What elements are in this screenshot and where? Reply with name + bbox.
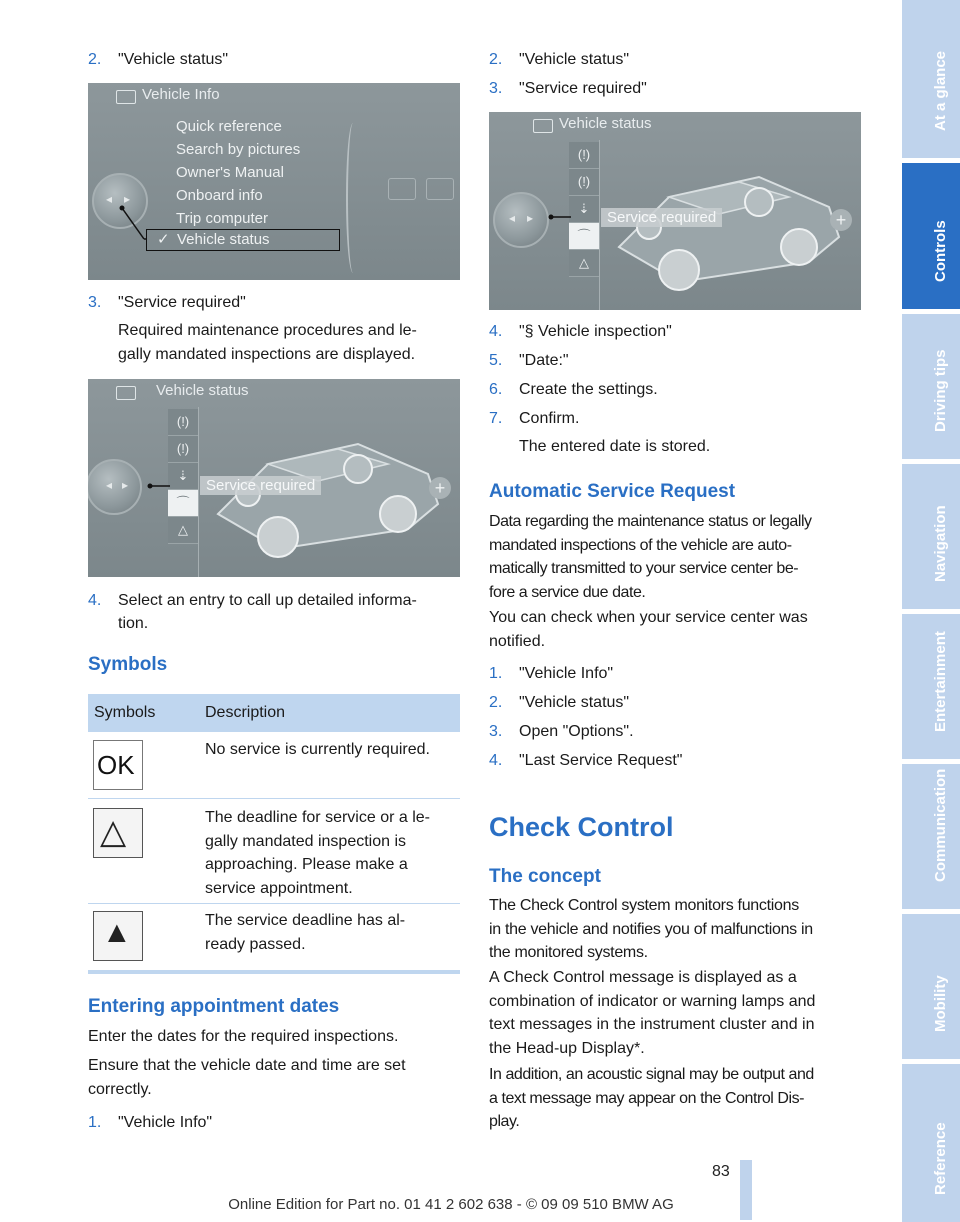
column-header-symbols: Symbols [94,704,156,721]
menu-item: Onboard info [176,187,263,204]
tire-pressure-icon: (!) [168,409,198,436]
table-header [88,694,460,732]
step-number: 3. [88,294,102,311]
warning-triangle-outline-icon: △ [93,808,143,858]
screenshot-vehicle-status-2 [489,112,861,310]
tab-controls[interactable]: Controls [902,163,960,309]
asr-paragraph: Data regarding the maintenance status or legally mandated inspections of the vehicle are auto- matically transmitted to your service center be- fore a service due date. [489,513,812,601]
arc-decoration [346,123,360,273]
menu-item: Search by pictures [176,141,301,158]
add-icon: + [830,209,852,231]
column-header-description: Description [205,704,286,721]
warning-triangle-icon: △ [168,517,198,544]
step-text: Select an entry to call up detailed informa- [118,592,417,609]
step-text: tion. [118,615,149,632]
screenshot-vehicle-status [88,379,460,577]
row-description: The service deadline has al- ready passed. [205,912,406,953]
menu-item: Quick reference [176,118,282,135]
tab-reference[interactable]: Reference [902,1064,960,1222]
tab-mobility[interactable]: Mobility [902,914,960,1059]
footer-text: Online Edition for Part no. 01 41 2 602 638 - © 09 09 510 BMW AG [228,1196,674,1213]
tab-at-a-glance[interactable]: At a glance [902,0,960,158]
check-control-heading: Check Control [489,812,674,842]
check-icon: ✓ [157,231,170,248]
step-text: "Service required" [118,294,246,311]
concept-heading: The concept [489,866,601,887]
add-icon: + [429,477,451,499]
tire-init-icon: (!) [569,169,599,196]
appointment-heading: Entering appointment dates [88,996,340,1017]
tire-init-icon: (!) [168,436,198,463]
service-required-label: Service required [200,476,321,495]
warning-triangle-icon: △ [569,250,599,277]
row-description: The deadline for service or a le- gally mandated inspection is approaching. Please make a service appointment. [205,809,430,897]
tab-entertainment[interactable]: Entertainment [902,614,960,759]
side-panel-icon [388,178,416,200]
concept-paragraph: A Check Control message is displayed as a combination of indicator or warning lamps and text messages in the instrument cluster and in the Head-up Display*. [489,969,816,1057]
asr-paragraph: You can check when your service center was notified. [489,609,808,650]
service-required-label: Service required [601,208,722,227]
screen-title: Vehicle status [156,382,249,399]
step-text: "Vehicle Info" [118,1114,213,1131]
controller-knob-icon: ◂ ▸ [88,459,142,515]
screen-title: Vehicle Info [142,86,220,103]
menu-item-selected: ✓ Vehicle status [146,229,340,251]
concept-paragraph: In addition, an acoustic signal may be output and a text message may appear on the Control Dis- play. [489,1066,814,1130]
menu-item: Trip computer [176,210,268,227]
tire-pressure-icon: (!) [569,142,599,169]
step-3-description: Required maintenance procedures and le- gally mandated inspections are displayed. [118,322,417,363]
ok-icon: OK [93,740,143,790]
screen-title: Vehicle status [559,115,652,132]
appointment-paragraph: Ensure that the vehicle date and time are set correctly. [88,1057,406,1098]
step-number: 1. [88,1114,102,1131]
tab-driving-tips[interactable]: Driving tips [902,314,960,459]
page-number: 83 [712,1163,730,1180]
symbols-heading: Symbols [88,654,168,675]
table-bottom-rule [88,970,460,974]
oil-icon: ⇣ [168,463,198,490]
tab-navigation[interactable]: Navigation [902,464,960,609]
concept-paragraph: The Check Control system monitors functions in the vehicle and notifies you of malfunctions in the monitored systems. [489,897,813,961]
automatic-service-request-heading: Automatic Service Request [489,481,736,502]
step-text: "Vehicle status" [118,51,229,68]
stored-note: The entered date is stored. [519,438,711,455]
oil-icon: ⇣ [569,196,599,223]
screenshot-vehicle-info-menu [88,83,460,280]
controller-knob-icon: ◂ ▸ [493,192,549,248]
appointment-paragraph: Enter the dates for the required inspections. [88,1028,399,1045]
car-cutaway-image [609,152,849,302]
step-number: 2. [88,51,102,68]
row-description: No service is currently required. [205,741,430,758]
step-number: 4. [88,592,102,609]
vehicle-info-menu [176,115,300,230]
warning-triangle-filled-icon: ▲ [93,911,143,961]
controller-knob-icon: ◂ ▸ [92,173,148,229]
service-car-icon: ⌒ [168,490,198,517]
menu-item: Owner's Manual [176,164,284,181]
side-panel-icon [426,178,454,200]
service-car-icon: ⌒ [569,223,599,250]
tab-communication[interactable]: Communication [902,764,960,909]
